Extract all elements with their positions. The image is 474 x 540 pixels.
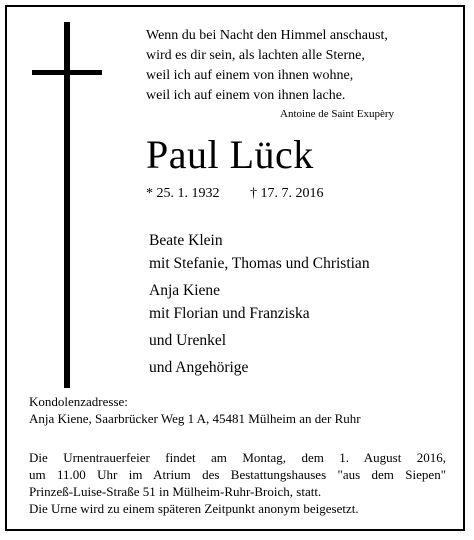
mourner-line: Beate Klein: [149, 232, 223, 249]
notice-line: Die Urne wird zu einem späteren Zeitpunkt anonym beigesetzt.: [29, 501, 359, 516]
condolence-label: Kondolenzadresse:: [29, 394, 128, 409]
poem-line: Wenn du bei Nacht den Himmel anschaust,: [146, 28, 388, 43]
poem-line: wird es dir sein, als lachten alle Sterne,: [146, 48, 365, 63]
cross-vertical-bar: [64, 22, 70, 388]
deceased-name: Paul Lück: [146, 132, 314, 177]
mourner-line: und Angehörige: [149, 359, 249, 376]
poem: [146, 26, 388, 106]
mourner-line: und Urenkel: [149, 332, 227, 349]
condolence-address: [29, 393, 361, 427]
mourner-line: mit Stefanie, Thomas und Christian: [149, 255, 370, 272]
funeral-notice: [29, 449, 446, 517]
death-date: † 17. 7. 2016: [250, 186, 324, 201]
poem-line: weil ich auf einem von ihnen wohne,: [146, 68, 354, 83]
mourners-list: [149, 229, 370, 379]
mourner-line: mit Florian und Franziska: [149, 305, 310, 322]
birth-date: * 25. 1. 1932: [146, 186, 220, 201]
mourner-line: Anja Kiene: [149, 282, 221, 299]
notice-line: um 11.00 Uhr im Atrium des Bestattungshauses "aus dem Siepen": [29, 467, 446, 482]
notice-line: Prinzeß-Luise-Straße 51 in Mülheim-Ruhr-Broich, statt.: [29, 484, 322, 499]
poem-line: weil ich auf einem von ihnen lache.: [146, 88, 346, 103]
poem-author: Antoine de Saint Exupèry: [280, 108, 394, 120]
cross-horizontal-bar: [32, 70, 102, 75]
notice-line: Die Urnentrauerfeier findet am Montag, dem 1. August 2016,: [29, 450, 446, 465]
condolence-address-text: Anja Kiene, Saarbrücker Weg 1 A, 45481 Mülheim an der Ruhr: [29, 411, 361, 426]
